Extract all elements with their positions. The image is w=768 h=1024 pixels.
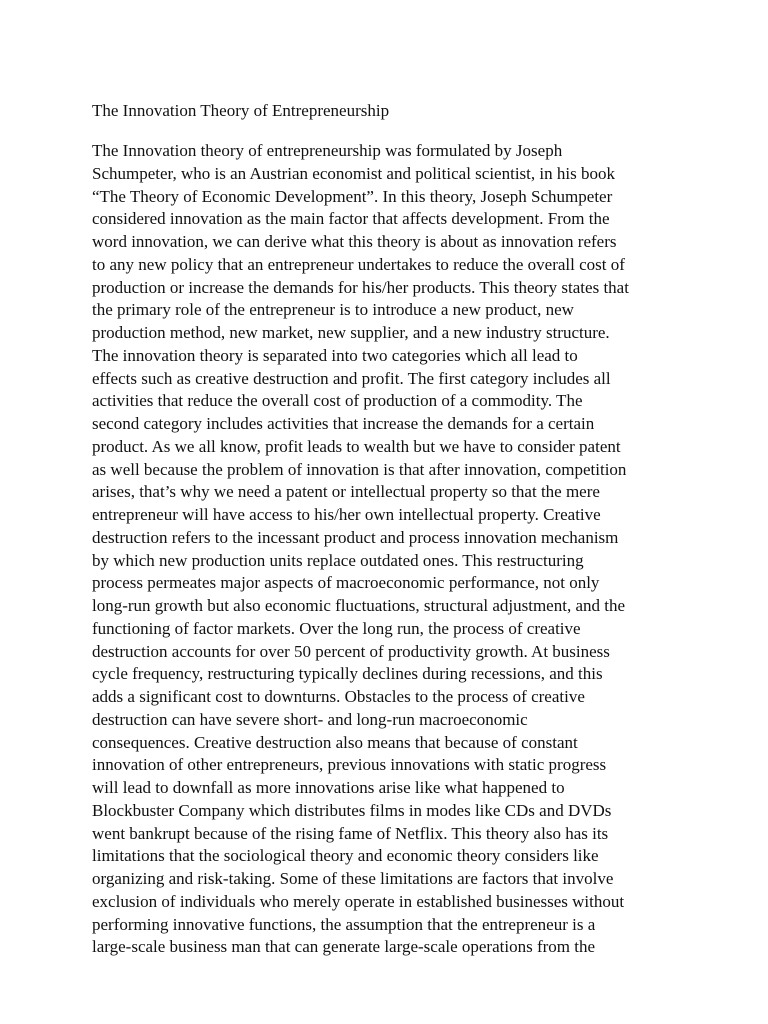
body-text-line: considered innovation as the main factor that affects development. From the: [92, 209, 610, 229]
body-text-line: arises, that’s why we need a patent or intellectual property so that the mere: [92, 482, 600, 502]
body-text-line: went bankrupt because of the rising fame of Netflix. This theory also has its: [92, 823, 609, 843]
body-text-line: process permeates major aspects of macroeconomic performance, not only: [92, 573, 600, 593]
body-text-line: product. As we all know, profit leads to wealth but we have to consider patent: [92, 436, 621, 456]
body-text-line: entrepreneur will have access to his/her own intellectual property. Creative: [92, 505, 601, 524]
body-text-line: Blockbuster Company which distributes films in modes like CDs and DVDs: [92, 800, 612, 820]
body-text-line: effects such as creative destruction and profit. The first category includes all: [92, 368, 611, 388]
body-text-line: The Innovation theory of entrepreneurship was formulated by Joseph: [92, 141, 563, 160]
body-text-line: destruction can have severe short- and long-run macroeconomic: [92, 709, 528, 729]
body-text-line: Schumpeter, who is an Austrian economist and political scientist, in his book: [92, 163, 615, 183]
body-text-line: as well because the problem of innovation is that after innovation, competition: [92, 459, 627, 479]
body-text-line: destruction accounts for over 50 percent of productivity growth. At business: [92, 641, 610, 661]
body-text-line: will lead to downfall as more innovations arise like what happened to: [92, 778, 565, 797]
body-text-line: large-scale business man that can generate large-scale operations from the: [92, 937, 596, 957]
body-text-line: long-run growth but also economic fluctuations, structural adjustment, and the: [92, 596, 626, 615]
body-text-line: adds a significant cost to downturns. Obstacles to the process of creative: [92, 687, 585, 706]
body-text-line: production or increase the demands for his/her products. This theory states that: [92, 277, 629, 297]
body-text-line: production method, new market, new supplier, and a new industry structure.: [92, 323, 610, 342]
body-text-line: second category includes activities that increase the demands for a certain: [92, 414, 595, 433]
body-text-line: activities that reduce the overall cost of production of a commodity. The: [92, 391, 583, 411]
body-text-line: by which new production units replace outdated ones. This restructuring: [92, 550, 584, 570]
body-text-line: functioning of factor markets. Over the long run, the process of creative: [92, 618, 581, 638]
body-text-line: performing innovative functions, the assumption that the entrepreneur is a: [92, 914, 596, 934]
document-body: [92, 140, 629, 959]
body-text-line: The innovation theory is separated into two categories which all lead to: [92, 345, 578, 365]
body-text-line: cycle frequency, restructuring typically declines during recessions, and this: [92, 664, 603, 684]
body-text-line: limitations that the sociological theory and economic theory considers like: [92, 846, 599, 866]
body-text-line: destruction refers to the incessant product and process innovation mechanism: [92, 527, 619, 547]
body-text-line: to any new policy that an entrepreneur undertakes to reduce the overall cost of: [92, 254, 625, 274]
body-text-line: consequences. Creative destruction also means that because of constant: [92, 732, 578, 752]
body-text-line: word innovation, we can derive what this theory is about as innovation refers: [92, 232, 617, 251]
body-text-line: exclusion of individuals who merely operate in established businesses without: [92, 891, 625, 911]
body-text-line: “The Theory of Economic Development”. In this theory, Joseph Schumpeter: [92, 186, 613, 206]
document-title: The Innovation Theory of Entrepreneurship: [92, 101, 390, 120]
body-text-line: innovation of other entrepreneurs, previous innovations with static progress: [92, 755, 607, 775]
body-text-line: the primary role of the entrepreneur is to introduce a new product, new: [92, 300, 574, 320]
body-text-line: organizing and risk-taking. Some of these limitations are factors that involve: [92, 869, 614, 888]
